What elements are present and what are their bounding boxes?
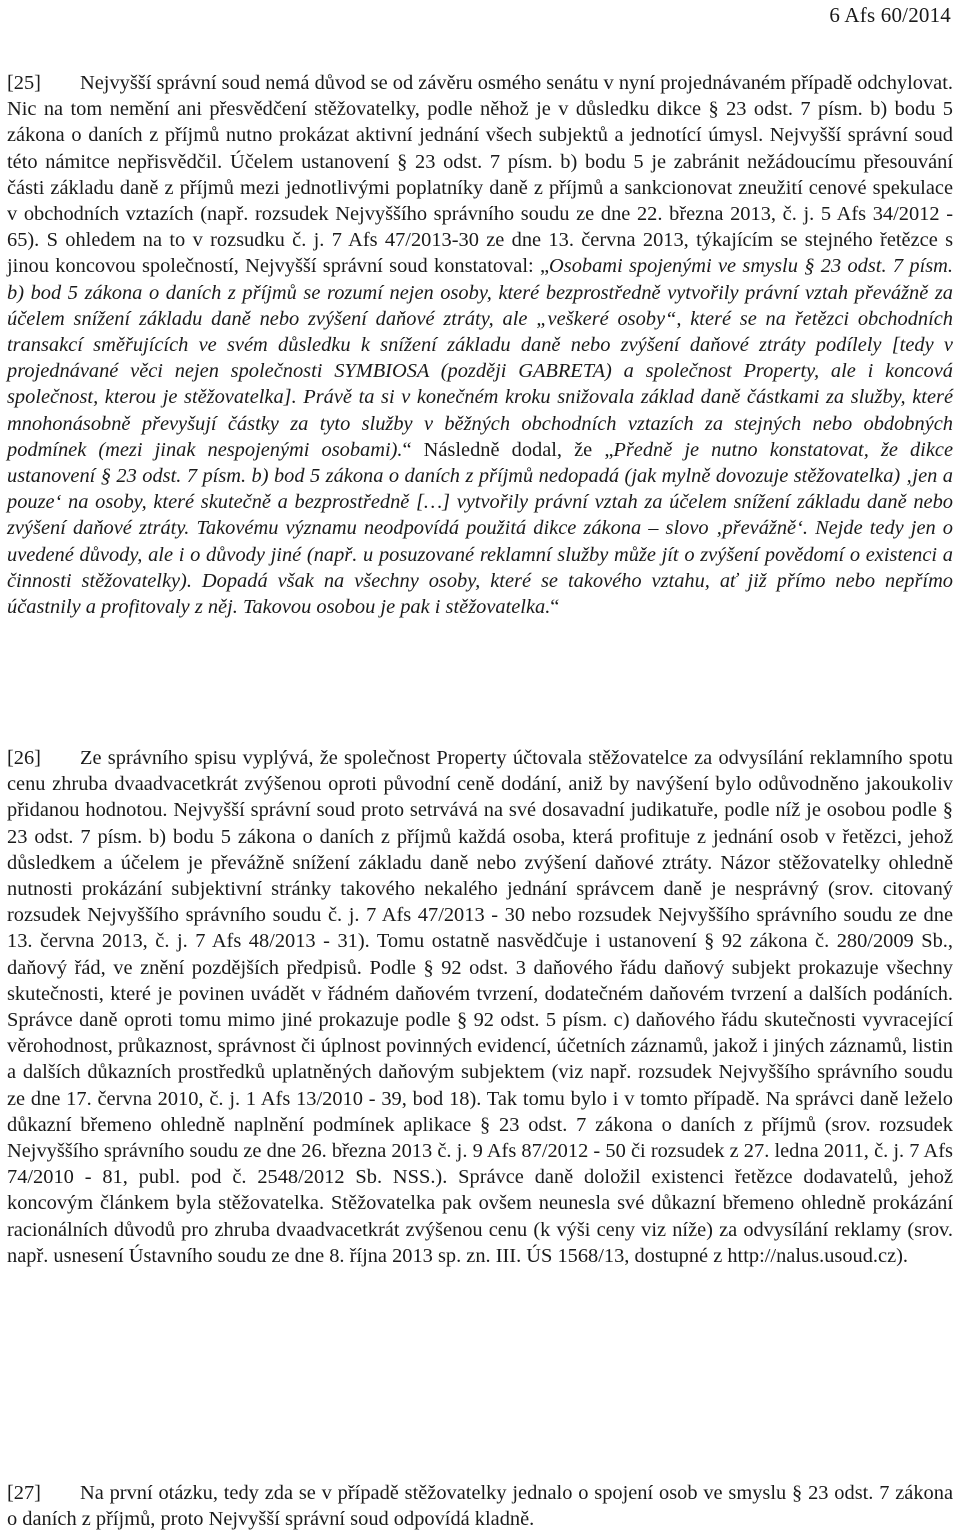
paragraph-text: “ xyxy=(550,596,560,619)
quotation: Předně je nutno konstatovat, že dikce ustanovení § 23 odst. 7 písm. b) bod 5 zákona o daních z příjmů nedopadá (jak mylně dovozuje stěžovatelka) ‚jen a pouze‘ na osoby, které skutečně a bezprostředně […] vytvořily právní vztah za účelem snížení základu daně nebo zvýšení daňové ztráty. Takovému významu neodpovídá použitá dikce zákona – slovo ‚převážně‘. Nejde tedy jen o uvedené důvody, ale i o důvody jiné (např. u posuzované reklamní služby může jít o zvýšení povědomí o existenci a činnosti stěžovatelky). Dopadá však na všechny osoby, které se takového vztahu, ať již přímo nebo nepřímo účastnily a profitovaly z něj. Takovou osobou je pak i stěžovatelka. xyxy=(7,438,953,619)
quotation: Osobami spojenými ve smyslu § 23 odst. 7 písm. b) bod 5 zákona o daních z příjmů se rozumí nejen osoby, které bezprostředně vytvořily právní vztah převážně za účelem snížení základu daně nebo zvýšení daňové ztráty, ale „veškeré osoby“, které se na řetězci obchodních transakcí směřujících ve svém důsledku k snížení základu daně nebo zvýšení daňové ztráty podílely [tedy v projednávané věci nejen společnosti SYMBIOSA (později GABRETA) a společnost Property, ale i koncová společnost, kterou je stěžovatelka]. Právě ta si v konečném kroku snižovala základ daně částkami za služby, které mnohonásobně převyšují částky za tyto služby v běžných obchodních vztazích za stejných nebo obdobných podmínek (mezi jinak nespojenými osobami). xyxy=(7,255,953,461)
paragraph-text: Na první otázku, tedy zda se v případě stěžovatelky jednalo o spojení osob ve smyslu § 23 odst. 7 zákona o daních z příjmů, proto Nejvyšší správní soud odpovídá kladně. xyxy=(7,1482,953,1531)
paragraph-number: [26] xyxy=(7,747,41,769)
paragraph-text: Ze správního spisu vyplývá, že společnost Property účtovala stěžovatelce za odvysílání reklamního spotu cenu zhruba dvaadvacetkrát zvýšenou oproti původní ceně dodání, aniž by navýšení bylo odůvodněno jakoukoliv přidanou hodnotou. Nejvyšší správní soud proto setrvává na své dosavadní judikatuře, podle níž je osobou podle § 23 odst. 7 písm. b) bodu 5 zákona o daních z příjmů každá osoba, která profituje z jednání osob v řetězci, jehož důsledkem a účelem je převážně snížení základu daně nebo zvýšení daňové ztráty. Názor stěžovatelky ohledně nutnosti prokázání subjektivní stránky takového nekalého jednání správcem daně je nesprávný (srov. citovaný rozsudek Nejvyššího správního soudu č. j. 7 Afs 47/2013 - 30 nebo rozsudek Nejvyššího správního soudu ze dne 13. června 2013, č. j. 7 Afs 48/2013 - 31). Tomu ostatně nasvědčuje i ustanovení § 92 zákona č. 280/2009 Sb., daňový řád, ve znění pozdějších předpisů. Podle § 92 odst. 3 daňového řádu daňový subjekt prokazuje všechny skutečnosti, které je povinen uvádět v řádném daňovém tvrzení, dodatečném daňovém tvrzení a dalších podáních. Správce daně oproti tomu mimo jiné prokazuje podle § 92 odst. 5 písm. c) daňového řádu skutečnosti vyvracející věrohodnost, průkaznost, správnost či úplnost povinných evidencí, účetních záznamů, jakož i jiných záznamů, listin a dalších důkazních prostředků uplatněných daňovým subjektem (viz např. rozsudek Nejvyššího správního soudu ze dne 17. června 2010, č. j. 1 Afs 13/2010 - 39, bod 18). Tak tomu bylo i v tomto případě. Na správci daně leželo důkazní břemeno ohledně naplnění podmínek aplikace § 23 odst. 7 zákona o daních z příjmů (srov. rozsudek Nejvyššího správního soudu ze dne 26. března 2013 č. j. 9 Afs 87/2012 - 50 či rozsudek z 27. ledna 2011, č. j. 7 Afs 74/2010 - 81, publ. pod č. 2548/2012 Sb. NSS.). Správce daně doložil existenci řetězce dodavatelů, jehož koncovým článkem byla stěžovatelka. Stěžovatelka pak ovšem neunesla své důkazní břemeno ohledně prokázání racionálních důvodů pro zhruba dvaadvacetkrát zvýšenou cenu (k výši ceny viz níže) za odvysílání reklamy (srov. např. usnesení Ústavního soudu ze dne 8. října 2013 sp. zn. III. ÚS 1568/13, dostupné z http://nalus.usoud.cz). xyxy=(7,747,953,1267)
case-number-header: 6 Afs 60/2014 xyxy=(829,3,951,27)
paragraph-text: “ Následně dodal, že „ xyxy=(402,438,614,461)
paragraph-number: [25] xyxy=(7,72,41,94)
paragraph-25 xyxy=(7,70,953,620)
paragraph-text: Nejvyšší správní soud nemá důvod se od závěru osmého senátu v nyní projednávaném případě odchylovat. Nic na tom nemění ani přesvědčení stěžovatelky, podle něhož je v důsledku dikce § 23 odst. 7 písm. b) bodu 5 zákona o daních z příjmů nutno prokázat aktivní jednání všech subjektů a jednotící úmysl. Nejvyšší správní soud této námitce nepřisvědčil. Účelem ustanovení § 23 odst. 7 písm. b) bodu 5 je zabránit nežádoucímu přesouvání části základu daně z příjmů mezi jednotlivými poplatníky daně z příjmů a sankcionovat zneužití cenové spekulace v obchodních vztazích (např. rozsudek Nejvyššího správního soudu ze dne 22. března 2013, č. j. 5 Afs 34/2012 - 65). S ohledem na to v rozsudku č. j. 7 Afs 47/2013-30 ze dne 13. června 2013, týkajícím se stejného řetězce s jinou koncovou společností, Nejvyšší správní soud konstatoval: „ xyxy=(7,72,953,278)
paragraph-27 xyxy=(7,1480,953,1532)
paragraph-26 xyxy=(7,745,953,1269)
paragraph-number: [27] xyxy=(7,1482,41,1504)
